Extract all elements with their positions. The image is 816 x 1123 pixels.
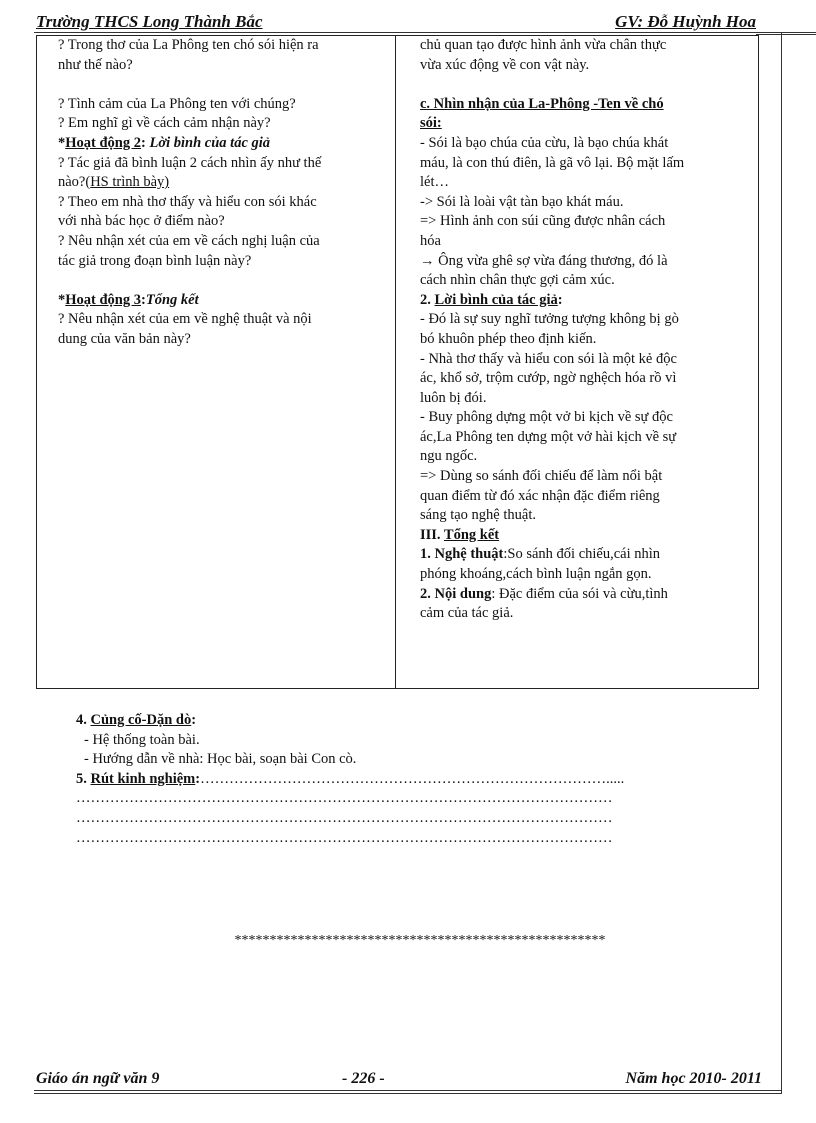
content-line: máu, là con thú điên, là gã vô lại. Bộ mặt lấm — [420, 154, 685, 171]
question-line: ? Tình cảm của La Phông ten với chúng? — [58, 95, 296, 112]
content-line: hóa — [420, 232, 441, 249]
question-line: như thế nào? — [58, 56, 133, 73]
teacher-activity-column — [58, 36, 393, 350]
content-line: quan điểm từ đó xác nhận đặc điểm riêng — [420, 487, 660, 504]
question-line: ? Trong thơ của La Phông ten chó sói hiện ra — [58, 37, 319, 53]
content-line: 2. Nội dung: Đặc điểm của sói và cừu,tình — [420, 585, 668, 602]
section-4-heading: 4. Củng cố-Dặn dò: — [76, 712, 197, 728]
content-line: ác,La Phông ten dựng một vở hài kịch về sự — [420, 428, 677, 445]
page-number: - 226 - — [342, 1070, 385, 1087]
content-line: => Dùng so sánh đối chiếu để làm nổi bật — [420, 468, 663, 485]
question-line: ? Theo em nhà thơ thấy và hiểu con sói khác — [58, 193, 317, 210]
content-line: lét… — [420, 174, 449, 191]
spacer — [58, 271, 393, 291]
question-line: dung của văn bản này? — [58, 330, 191, 347]
section-5-heading: 5. Rút kinh nghiệm:…………………………………………………………………………..... — [76, 770, 625, 787]
activity-3-heading: *Hoạt động 3:Tổng kết — [58, 291, 199, 308]
content-line: => Hình ảnh con súi cũng được nhân cách — [420, 213, 666, 230]
section-3-heading: III. Tổng kết — [420, 526, 500, 543]
dotted-line: ………………………………………………………………………………………………… — [76, 809, 613, 826]
content-line: cách nhìn chân thực gợi cảm xúc. — [420, 272, 615, 289]
spacer — [420, 75, 753, 95]
content-line: → Ông vừa ghê sợ vừa đáng thương, đó là — [420, 252, 668, 269]
content-line: - Đó là sự suy nghĩ tưởng tượng không bị gò — [420, 311, 679, 328]
content-line: ác, khổ sở, trộm cướp, ngờ nghệch hóa rồ vì — [420, 370, 677, 387]
section-separator: ***************************************************** — [234, 933, 606, 948]
header-rule-secondary — [756, 34, 816, 35]
question-line: nào?(HS trình bày) — [58, 174, 170, 191]
content-line: chủ quan tạo được hình ảnh vừa chân thực — [420, 37, 667, 53]
question-line: với nhà bác học ở điểm nào? — [58, 213, 225, 230]
header-rule — [34, 32, 816, 33]
content-line: vừa xúc động về con vật này. — [420, 56, 590, 73]
content-line: phóng khoáng,cách bình luận ngắn gọn. — [420, 566, 652, 583]
activity-2-heading: *Hoạt động 2: Lời bình của tác giả — [58, 134, 271, 151]
lesson-content-column — [420, 36, 753, 624]
question-line: ? Em nghĩ gì về cách cảm nhận này? — [58, 115, 271, 132]
section-2-heading: 2. Lời bình của tác giả: — [420, 291, 563, 308]
school-year: Năm học 2010- 2011 — [625, 1070, 762, 1087]
table-column-divider — [395, 35, 396, 689]
content-line: - Hệ thống toàn bài. — [84, 731, 200, 748]
footer-rule-double — [34, 1093, 782, 1094]
content-line: -> Sói là loài vật tàn bạo khát máu. — [420, 193, 624, 210]
question-line: ? Tác giả đã bình luận 2 cách nhìn ấy như thế — [58, 154, 322, 171]
content-line: cảm của tác giả. — [420, 605, 514, 622]
content-line: ngu ngốc. — [420, 448, 478, 465]
section-c-heading: c. Nhìn nhận của La-Phông -Ten về chó — [420, 95, 664, 112]
spacer — [58, 75, 393, 95]
content-line: sáng tạo nghệ thuật. — [420, 507, 536, 524]
question-line: ? Nêu nhận xét của em về nghệ thuật và nội — [58, 311, 312, 328]
dotted-line: ………………………………………………………………………………………………… — [76, 829, 613, 846]
page-header — [36, 12, 776, 34]
content-line: 1. Nghệ thuật:So sánh đối chiếu,cái nhìn — [420, 546, 661, 563]
question-line: tác giả trong đoạn bình luận này? — [58, 252, 252, 269]
content-line: - Sói là bạo chúa của cừu, là bạo chúa khát — [420, 134, 669, 151]
school-name: Trường THCS Long Thành Bắc — [36, 12, 263, 31]
content-line: - Nhà thơ thấy và hiểu con sói là một kẻ độc — [420, 350, 677, 367]
section-c-heading-cont: sói: — [420, 115, 442, 132]
content-line: - Hướng dẫn về nhà: Học bài, soạn bài Con cò. — [84, 751, 357, 768]
content-line: luôn bị đói. — [420, 389, 487, 406]
lesson-closing — [76, 711, 756, 848]
dotted-line: ………………………………………………………………………………………………… — [76, 790, 613, 807]
teacher-name: GV: Đỗ Huỳnh Hoa — [615, 12, 756, 31]
question-line: ? Nêu nhận xét của em về cách nghị luận của — [58, 232, 320, 249]
footer-subject: Giáo án ngữ văn 9 — [36, 1070, 160, 1087]
content-line: bó khuôn phép theo định kiến. — [420, 330, 597, 347]
content-line: - Buy phông dựng một vở bi kịch về sự độc — [420, 409, 673, 426]
footer-rule — [34, 1090, 782, 1091]
